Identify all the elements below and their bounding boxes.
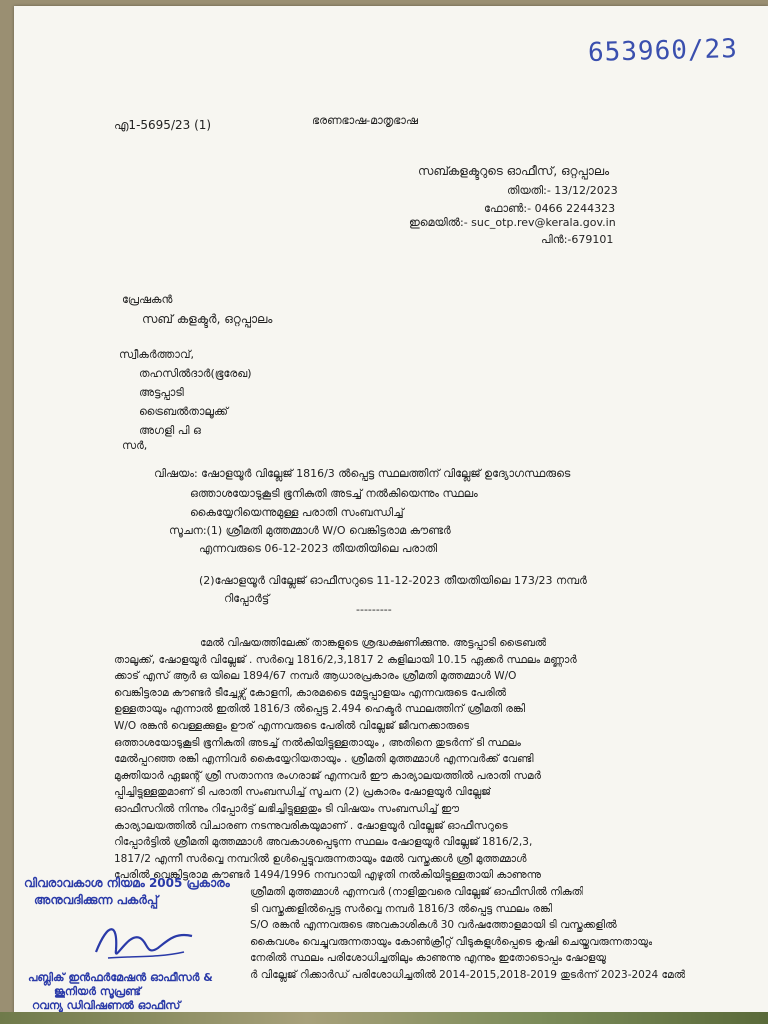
body-line: നേരിൽ സ്ഥലം പരിശോധിച്ചതിലും കാണുന്നു എന്നും ഇതോടൊപ്പം ഷോളയൂ [250,952,607,965]
body-line: ഓഫീസറിൽ നിന്നും റിപ്പോർട്ട് ലഭിച്ചിട്ടുള്ളതും ടി വിഷയം സംബന്ധിച്ച് ഈ [114,803,460,815]
background-strip [0,1012,768,1024]
stamp-line: പബ്ലിക് ഇൻഫർമേഷൻ ഓഫീസർ & [28,971,213,984]
reference-number: എ1-5695/23 (1) [114,118,212,132]
subject-line: ഒത്താശയോടുകൂടി ഭൂനികുതി അടച്ച് നൽകിയെന്നും സ്ഥലം [190,487,478,500]
body-line: പ്പിച്ചിട്ടുള്ളതുമാണ് ടി പരാതി സംബന്ധിച്ച് സൂചന (2) പ്രകാരം ഷോളയൂർ വില്ലേജ് [114,786,491,799]
office-name: സബ്കളക്ടറുടെ ഓഫീസ്, ഒറ്റപ്പാലം [418,164,610,178]
phone-number: ഫോൺ:- 0466 2244323 [484,202,616,215]
email-address: ഇമെയിൽ:- suc_otp.rev@kerala.gov.in [409,216,616,229]
stamp-line: ജൂനിയർ സൂപ്രണ്ട് [54,985,141,998]
language-header: ഭരണഭാഷ-മാതൃഭാഷ [312,114,418,127]
stamp-line: റവന്യൂ ഡിവിഷണൽ ഓഫീസ് [32,999,181,1012]
to-heading: സ്വീകർത്താവ്, [119,348,194,361]
body-line: പേരിൽ വെങ്കിട്ടരാമ കൗണ്ടർ 1494/1996 നമ്പറായി എഴുതി നൽകിയിട്ടുള്ളതായി കാണുന്നു [114,869,541,882]
subject-line: കൈയ്യേറിയെന്നുമുള്ള പരാതി സംബന്ധിച്ച് [190,506,404,519]
reference-line: (2)ഷോളയൂർ വില്ലേജ് ഓഫീസറുടെ 11-12-2023 തീയതിയിലെ 173/23 നമ്പർ [199,574,587,587]
body-line: 1817/2 എന്നീ സർവ്വെ നമ്പറിൽ ഉൾപ്പെട്ടുവരുന്നതായും മേൽ വസ്തുക്കൾ ശ്രീ മുത്തമ്മാൾ [114,852,527,865]
body-line: ർ വില്ലേജ് റിക്കാർഡ് പരിശോധിച്ചതിൽ 2014-2015,2018-2019 തുടർന്ന് 2023-2024 മേൽ [250,969,686,981]
letter-page [14,6,768,1024]
signature-image [88,912,208,972]
body-line: റിപ്പോർട്ടിൽ ശ്രീമതി മുത്തമ്മാൾ അവകാശപ്പെടുന്ന സ്ഥലം ഷോളയൂർ വില്ലേജ് 1816/2,3, [114,836,533,849]
to-line: ട്രൈബൽതാലൂക്ക് [139,405,229,418]
body-line: S/O രങ്കൻ എന്നവരുടെ അവകാശികൾ 30 വർഷത്തോളമായി ടി വസ്തുക്കളിൽ [250,919,617,932]
from-heading: പ്രേഷകൻ [122,293,173,306]
to-line: അഗളി പി ഒ [139,424,201,437]
stamp-line: വിവരാവകാശ നിയമം 2005 പ്രകാരം [24,876,230,890]
body-line: കൈവശം വെച്ചുവരുന്നതായും കോൺക്രീറ്റ് വീടുകളുൾപ്പെടെ കൃഷി ചെയ്തുവരുന്നതായും [250,935,653,948]
separator: --------- [356,603,392,616]
body-line: മേൽ വിഷയത്തിലേക്ക് താങ്കളുടെ ശ്രദ്ധക്ഷണിക്കുന്നു. അട്ടപ്പാടി ട്രൈബൽ [200,637,547,649]
body-line: മുക്തിയാർ ഏജന്റ് ശ്രീ സതാനന്ദ രംഗരാജ് എന്നവർ ഈ കാര്യാലയത്തിൽ പരാതി സമർ [114,769,541,782]
reference-line: റിപ്പോർട്ട് [224,592,270,605]
body-line: W/O രങ്കൻ വെള്ളക്കുളം ഊര് എന്നവരുടെ പേരിൽ വില്ലേജ് ജീവനക്കാരുടെ [114,720,470,732]
subject-line: വിഷയം: ഷോളയൂർ വില്ലേജ് 1816/3 ൽപ്പെട്ട സ്ഥലത്തിന് വില്ലേജ് ഉദ്യോഗസ്ഥരുടെ [154,467,571,480]
body-line: കാര്യാലയത്തിൽ വിചാരണ നടന്നുവരികയുമാണ് . ഷോളയൂർ വില്ലേജ് ഓഫീസറുടെ [114,819,508,832]
from-value: സബ് കളക്ടർ, ഒറ്റപ്പാലം [142,312,273,326]
handwritten-number: 653960/23 [587,34,739,68]
pin-code: പിൻ:-679101 [541,233,614,246]
body-line: ക്കാട് എസ് ആർ ഒ യിലെ 1894/67 നമ്പർ ആധാരപ്രകാരം ശ്രീമതി മുത്തമ്മാൾ W/O [114,670,517,683]
body-line: ശ്രീമതി മുത്തമ്മാൾ എന്നവർ (നാളിതുവരെ വില്ലേജ് ഓഫീസിൽ നികുതി [250,886,584,898]
letter-date: തിയതി:- 13/12/2023 [507,184,618,197]
stamp-line: അനുവദിക്കുന്ന പകർപ്പ് [34,893,159,907]
reference-line: എന്നവരുടെ 06-12-2023 തീയതിയിലെ പരാതി [199,542,438,555]
body-line: ഒത്താശയോടുകൂടി ഭൂനികുതി അടച്ച് നൽകിയിട്ടുള്ളതായും , അതിനെ തുടർന്ന് ടി സ്ഥലം [114,736,521,749]
reference-line: സൂചന:(1) ശ്രീമതി മുത്തമ്മാൾ W/O വെങ്കിട്ടരാമ കൗണ്ടർ [169,524,451,537]
body-line: ടി വസ്തുക്കളിൽപ്പെട്ട സർവ്വെ നമ്പർ 1816/3 ൽപ്പെട്ട സ്ഥലം രങ്കി [250,902,553,915]
body-line: മേൽപ്പറഞ്ഞ രങ്കി എന്നിവർ കൈയ്യേറിയതായും . ശ്രീമതി മുത്തമ്മാൾ എന്നവർക്ക് വേണ്ടി [114,753,534,766]
to-line: അട്ടപ്പാടി [139,386,184,399]
to-line: തഹസിൽദാർ(ഭൂരേഖ) [139,367,252,380]
body-line: ഉള്ളതായും എന്നാൽ ഇതിൽ 1816/3 ൽപ്പെട്ട 2.494 ഹെക്ടർ സ്ഥലത്തിന് ശ്രീമതി രങ്കി [114,703,526,716]
body-line: വെങ്കിട്ടരാമ കൗണ്ടർ ടീച്ചേഴ്സ് കോളനി, കാരമടൈ മേട്ടുപ്പാളയം എന്നവരുടെ പേരിൽ [114,686,507,699]
salutation: സർ, [122,439,148,452]
body-line: താലൂക്ക്, ഷോളയൂർ വില്ലേജ് . സർവ്വെ 1816/2,3,1817 2 കളിലായി 10.15 ഏക്കർ സ്ഥലം മണ്ണാർ [114,653,577,666]
